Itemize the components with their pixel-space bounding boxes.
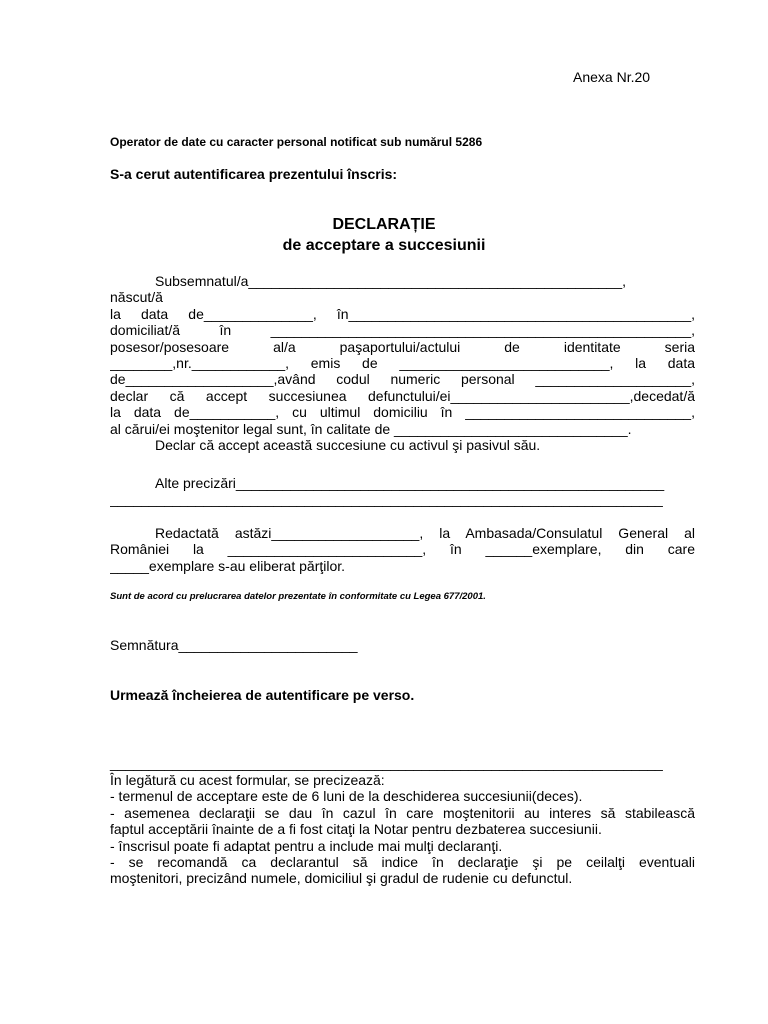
- body-line: născut/ă: [110, 289, 163, 306]
- body-line: ________,nr.____________, emis de ___________________________, la data: [110, 354, 695, 371]
- note-line: - asemenea declaraţii se dau în cazul în care moştenitorii au interes să stabilească: [110, 804, 695, 821]
- consent-notice: Sunt de acord cu prelucrarea datelor prezentate în conformitate cu Legea 677/2001.: [110, 591, 486, 602]
- drafted-line: Redactată astăzi___________________, la Ambasada/Consulatul General al: [155, 525, 695, 541]
- verso-notice: Urmează încheierea de autentificare pe verso.: [110, 687, 415, 703]
- body-line: la data de___________, cu ultimul domiciliu în _____________________________,: [110, 404, 695, 421]
- drafted-line: României la _________________________, în ______exemplare, din care: [110, 541, 695, 558]
- other-details-line: _______________________________________________________________________: [110, 491, 663, 508]
- body-line: Declar că accept această succesiune cu activul şi pasivul său.: [155, 436, 541, 453]
- note-line: În legătură cu acest formular, se precizează:: [110, 772, 385, 788]
- document-subtitle: de acceptare a succesiunii: [282, 237, 486, 254]
- body-line: de___________________,având codul numeric personal ____________________,: [110, 371, 695, 388]
- note-line: faptul acceptării înainte de a fi fost citaţi la Notar pentru dezbaterea succesiunii.: [110, 821, 602, 838]
- document-title: DECLARAȚIE: [332, 216, 436, 233]
- note-line: - înscrisul poate fi adaptat pentru a include mai mulţi declaranţi.: [110, 837, 503, 854]
- other-details-label: Alte precizări_______________________________________________________: [155, 475, 665, 491]
- drafted-line: _____exemplare s-au eliberat părţilor.: [110, 557, 346, 574]
- body-line: posesor/posesoare al/a paşaportului/actului de identitate seria: [110, 338, 695, 355]
- body-line: al cărui/ei moştenitor legal sunt, în calitate de ______________________________.: [110, 420, 632, 437]
- drafted-section: [110, 525, 695, 574]
- other-details: [110, 475, 695, 508]
- body-line: la data de______________, în____________________________________________,: [110, 305, 695, 322]
- authentication-request: S-a cerut autentificarea prezentului înscris:: [110, 166, 398, 182]
- note-line: moştenitori, precizând numele, domiciliul şi gradul de rudenie cu defunctul.: [110, 870, 573, 887]
- operator-notice: Operator de date cu caracter personal notificat sub numărul 5286: [110, 135, 483, 149]
- signature-field: Semnătura_______________________: [110, 637, 358, 653]
- note-line: - termenul de acceptare este de 6 luni de la deschiderea succesiunii(deces).: [110, 788, 583, 805]
- annex-number: Anexa Nr.20: [573, 69, 651, 85]
- notes-section: [110, 772, 695, 887]
- body-line: Subsemnatul/a________________________________________________,: [155, 273, 627, 289]
- body-line: declar că accept succesiunea defunctului/ei_______________________,decedat/ă: [110, 387, 695, 404]
- note-line: - se recomandă ca declarantul să indice în declaraţie şi pe ceilalţi eventuali: [110, 853, 695, 870]
- body-line: domiciliat/ă în ______________________________________________________,: [110, 322, 695, 339]
- separator-line: _______________________________________________________________________: [110, 755, 663, 771]
- declaration-body: [110, 273, 695, 453]
